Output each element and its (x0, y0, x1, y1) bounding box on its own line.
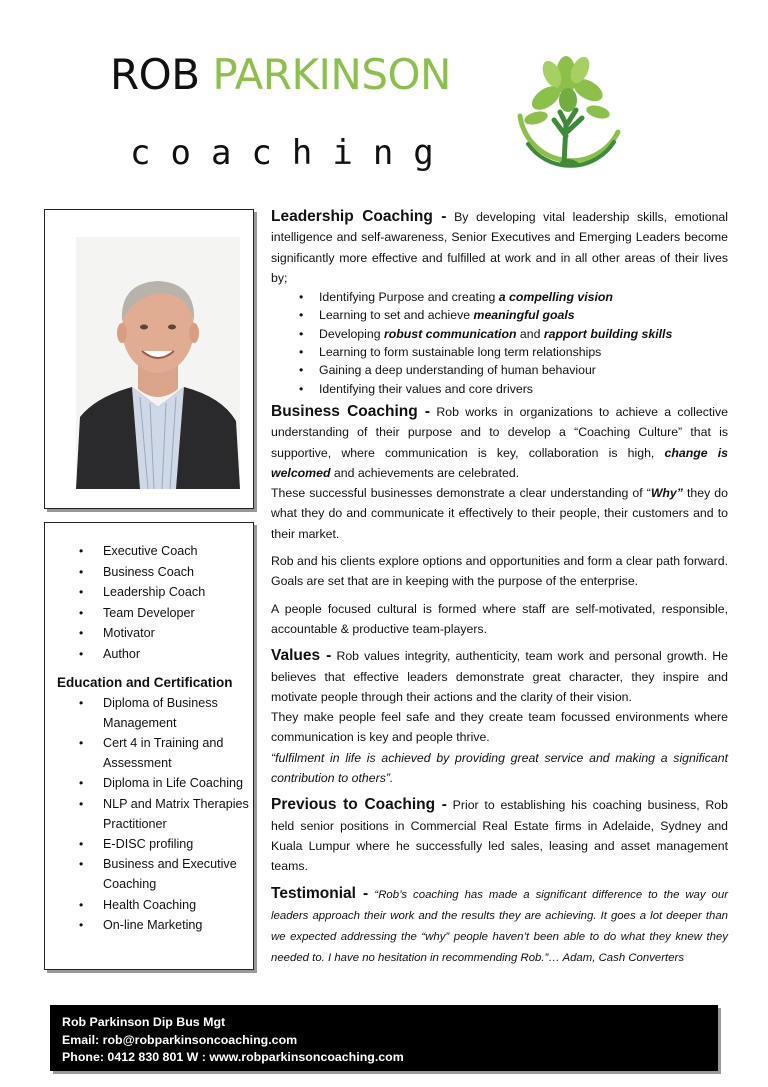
business-text: Rob works in organizations to achieve a collective understanding of their purpose and to develop a “Coaching Culture” that is supportive, where communication is key, collaboration is high, (271, 404, 728, 460)
values-text: Rob values integrity, authenticity, team work and personal growth. He believes that effective leaders demonstrate great character, they inspire and motivate people through their actions and the clarity of their vision. (271, 649, 729, 704)
business-why-paragraph (271, 483, 728, 544)
contact-footer (50, 1005, 718, 1071)
business-text: they do what they do and communicate it effectively to their people, their customers and to their market. (271, 486, 728, 541)
bullet-emphasis: robust communication (383, 326, 517, 341)
testimonial-text: “Rob’s coaching has made a significant difference to the way our leaders approach their work and the results they are achieving. It goes a lot deeper than we expected addressing the “why” people haven’t been able to do what they knew they needed to. I have no hesitation in recommending Rob.”… Adam, Cash Converters (271, 888, 728, 965)
tree-logo-icon (506, 46, 634, 174)
list-item: • Diploma of Business Management (45, 693, 253, 733)
leadership-paragraph (271, 207, 728, 288)
portrait-illustration (76, 237, 240, 489)
brand-last-name: PARKINSON (212, 50, 451, 99)
education-list (45, 693, 253, 935)
list-item: • Diploma in Life Coaching (45, 773, 253, 793)
education-heading: Education and Certification (57, 674, 233, 690)
footer-name: Rob Parkinson Dip Bus Mgt (62, 1015, 226, 1029)
business-text: and achievements are celebrated. (330, 465, 520, 480)
bullet-emphasis: rapport building skills (543, 326, 673, 341)
bullet-text: Identifying Purpose and creating (319, 290, 499, 305)
previous-paragraph (271, 795, 728, 876)
leadership-heading: Leadership Coaching - (271, 208, 447, 225)
photo-frame (44, 209, 254, 509)
list-item (271, 306, 728, 324)
business-text: These successful businesses demonstrate a clear understanding of “ (271, 486, 651, 501)
bullet-text: and (516, 326, 544, 341)
list-item: • E-DISC profiling (45, 834, 253, 854)
bullet-emphasis: a compelling vision (498, 290, 613, 305)
list-item: • Business Coach (45, 562, 253, 583)
list-item: • Leadership Coach (45, 582, 253, 603)
list-item: • Author (45, 644, 253, 665)
values-quote-text: “fulfilment in life is achieved by providing great service and making a significant contribution to others”. (271, 750, 728, 786)
testimonial-heading: Testimonial - (271, 884, 369, 902)
brand-name (110, 50, 451, 99)
brand-tagline: coaching (130, 133, 454, 173)
business-emphasis: Why” (650, 486, 683, 501)
business-culture-paragraph: A people focused cultural is formed where staff are self-motivated, responsible, accountable & productive team-players. (271, 601, 728, 636)
testimonial-paragraph (271, 884, 728, 969)
list-item: • Executive Coach (45, 541, 253, 562)
skills-list (45, 541, 253, 665)
business-emphasis: change is welcomed (271, 445, 728, 480)
list-item (271, 325, 728, 343)
leadership-intro: By developing vital leadership skills, emotional intelligence and self-awareness, Senior Executives and Emerging Leaders become significantly more effective and fulfilled at work and in all other areas of their lives by; (271, 210, 728, 285)
brand-first-name: ROB (110, 50, 200, 99)
previous-heading: Previous to Coaching - (271, 796, 447, 814)
list-item: • On-line Marketing (45, 915, 253, 935)
bullet-text: Identifying their values and core drivers (319, 381, 533, 396)
previous-text: Prior to establishing his coaching business, Rob held senior positions in Commercial Real Estate firms in Adelaide, Sydney and Kuala Lumpur where he successfully led sales, leasing and asset management teams. (271, 798, 728, 874)
bullet-text: Gaining a deep understanding of human behaviour (319, 363, 596, 378)
values-quote (271, 748, 728, 789)
main-content (271, 207, 728, 969)
list-item: • Motivator (45, 623, 253, 644)
bullet-text: Learning to form sustainable long term relationships (319, 345, 602, 360)
list-item: • Health Coaching (45, 895, 253, 915)
list-item: • Cert 4 in Training and Assessment (45, 733, 253, 773)
list-item (271, 343, 728, 361)
list-item (271, 380, 728, 398)
skills-panel (44, 522, 254, 970)
footer-email[interactable]: Email: rob@robparkinsoncoaching.com (62, 1032, 298, 1047)
business-paragraph (271, 402, 728, 483)
bullet-text: Learning to set and achieve (319, 308, 474, 323)
list-item (271, 361, 728, 379)
footer-phone-web[interactable]: Phone: 0412 830 801 W : www.robparkinsoncoaching.com (62, 1050, 404, 1064)
values-paragraph (271, 646, 728, 707)
business-options-paragraph: Rob and his clients explore options and opportunities and form a clear path forward. Goals are set that are in keeping with the purpose of the enterprise. (271, 554, 728, 589)
bullet-emphasis: meaningful goals (473, 308, 575, 323)
list-item: • Team Developer (45, 603, 253, 624)
list-item: • NLP and Matrix Therapies Practitioner (45, 794, 253, 834)
list-item: • Business and Executive Coaching (45, 854, 253, 894)
values-heading: Values - (271, 647, 332, 665)
list-item (271, 288, 728, 306)
business-heading: Business Coaching - (271, 402, 431, 420)
values-safe-paragraph: They make people feel safe and they create team focussed environments where communication is key and people thrive. (271, 710, 728, 745)
portrait-photo (76, 237, 240, 489)
bullet-text: Developing (319, 326, 384, 341)
leadership-bullets (271, 288, 728, 398)
